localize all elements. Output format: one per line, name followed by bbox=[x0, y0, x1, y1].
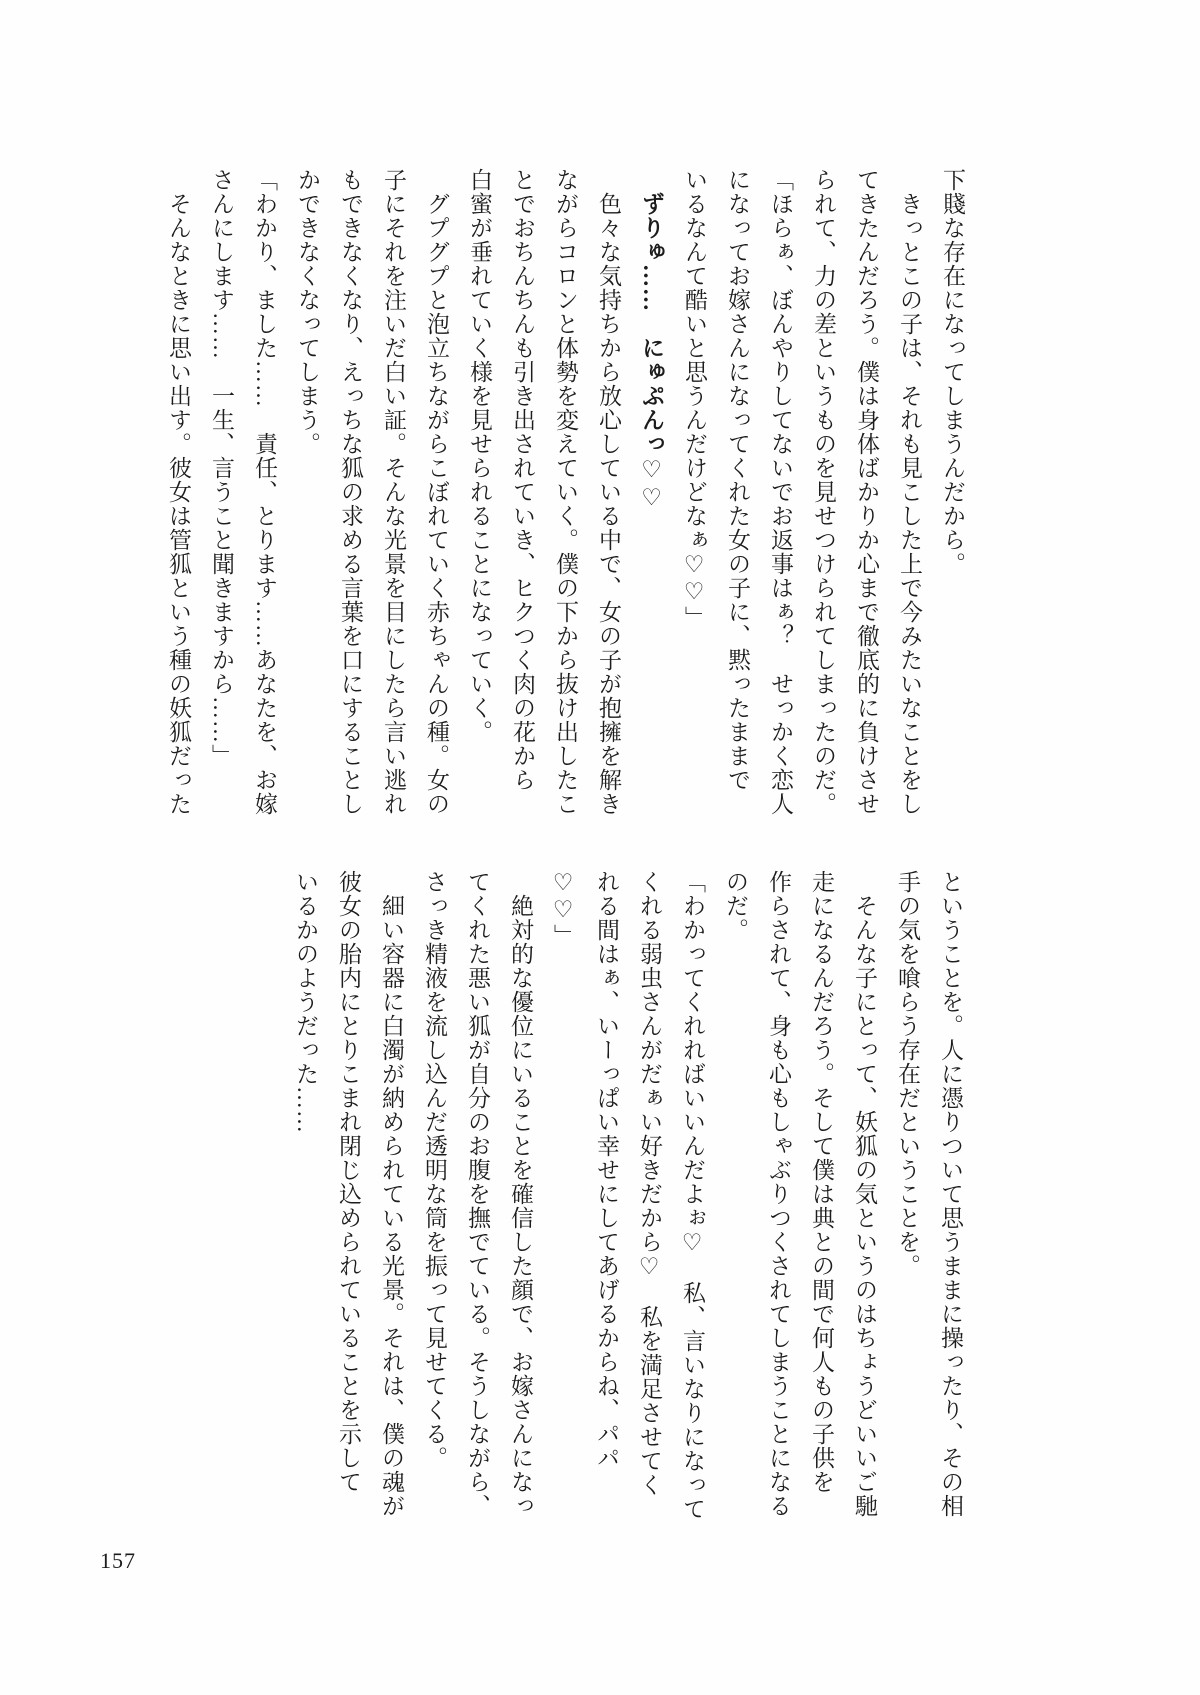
vertical-text-line: ながらコロンと体勢を変えていく。僕の下から抜け出したこ bbox=[553, 168, 578, 816]
vertical-text-line: 色々な気持ちから放心している中で、女の子が抱擁を解き bbox=[596, 192, 621, 816]
vertical-text-line: 手の気を喰らう存在だということを。 bbox=[895, 870, 920, 1278]
vertical-text-line: 彼女の胎内にとりこまれ閉じ込められていることを示して bbox=[336, 870, 361, 1494]
vertical-text-line: そんな子にとって、妖狐の気というのはちょうどいいご馳 bbox=[852, 894, 877, 1518]
vertical-text-line: られて、力の差というものを見せつけられてしまったのだ。 bbox=[811, 168, 836, 816]
vertical-text-line: 作らされて、身も心もしゃぶりつくされてしまうことになる bbox=[766, 870, 791, 1518]
vertical-text-line: きっとこの子は、それも見こした上で今みたいなことをし bbox=[897, 192, 922, 816]
vertical-text-line: グプグプと泡立ちながらこぼれていく赤ちゃんの種。女の bbox=[424, 192, 449, 816]
vertical-text-line: さんにします…… 一生、言うこと聞きますから……」 bbox=[209, 168, 234, 768]
vertical-text-line: 子にそれを注いだ白い証。そんな光景を目にしたら言い逃れ bbox=[381, 168, 406, 816]
vertical-text-line: てきたんだろう。僕は身体ばかりか心まで徹底的に負けさせ bbox=[854, 168, 879, 816]
vertical-text-line: 白蜜が垂れていく様を見せられることになっていく。 bbox=[467, 168, 492, 744]
vertical-text-line: 細い容器に白濁が納められている光景。それは、僕の魂が bbox=[379, 894, 404, 1518]
vertical-text-line: のだ。 bbox=[723, 870, 748, 942]
vertical-text-line: とでおちんちんも引き出されていき、ヒクつく肉の花から bbox=[510, 168, 535, 792]
vertical-text-line: 「ほらぁ、ぼんやりしてないでお返事はぁ？ せっかく恋人 bbox=[768, 168, 793, 816]
vertical-text-line: 「わかってくれればいいんだよぉ♡ 私、言いなりになって bbox=[680, 870, 705, 1521]
vertical-text-line: 下賤な存在になってしまうんだから。 bbox=[940, 168, 965, 576]
vertical-text-line: 走になるんだろう。そして僕は典との間で何人もの子供を bbox=[809, 870, 834, 1494]
vertical-text-line: れる間はぁ、いーっぱい幸せにしてあげるからね、パパ♡♡」 bbox=[551, 870, 619, 1470]
vertical-text-line: 絶対的な優位にいることを確信した顔で、お嫁さんになっ bbox=[508, 894, 533, 1518]
page-number: 157 bbox=[100, 1548, 136, 1573]
vertical-text-line: そんなときに思い出す。彼女は管狐という種の妖狐だった bbox=[166, 192, 191, 816]
vertical-text-block-top bbox=[157, 168, 974, 846]
vertical-text-line: ということを。人に憑りついて思うままに操ったり、その相 bbox=[938, 870, 963, 1518]
vertical-text-line: てくれた悪い狐が自分のお腹を撫でている。そうしながら、 bbox=[465, 870, 490, 1518]
vertical-text-line: ずりゅ…… にゅぷんっ♡♡ bbox=[639, 192, 664, 512]
vertical-text-line: になってお嫁さんになってくれた女の子に、黙ったままで bbox=[725, 168, 750, 792]
vertical-text-line: いるかのようだった…… bbox=[293, 870, 318, 1134]
vertical-text-line: かできなくなってしまう。 bbox=[295, 168, 320, 456]
vertical-text-line: もできなくなり、えっちな狐の求める言葉を口にすることし bbox=[338, 168, 363, 816]
vertical-text-line: 「わかり、ました…… 責任、とります……あなたを、お嫁 bbox=[252, 168, 277, 816]
vertical-text-block-bottom bbox=[284, 870, 972, 1522]
vertical-text-line: くれる弱虫さんがだぁい好きだから♡ 私を満足させてく bbox=[637, 870, 662, 1497]
vertical-text-line: さっき精液を流し込んだ透明な筒を振って見せてくる。 bbox=[422, 870, 447, 1470]
vertical-text-line: いるなんて酷いと思うんだけどなぁ♡♡」 bbox=[682, 168, 707, 630]
